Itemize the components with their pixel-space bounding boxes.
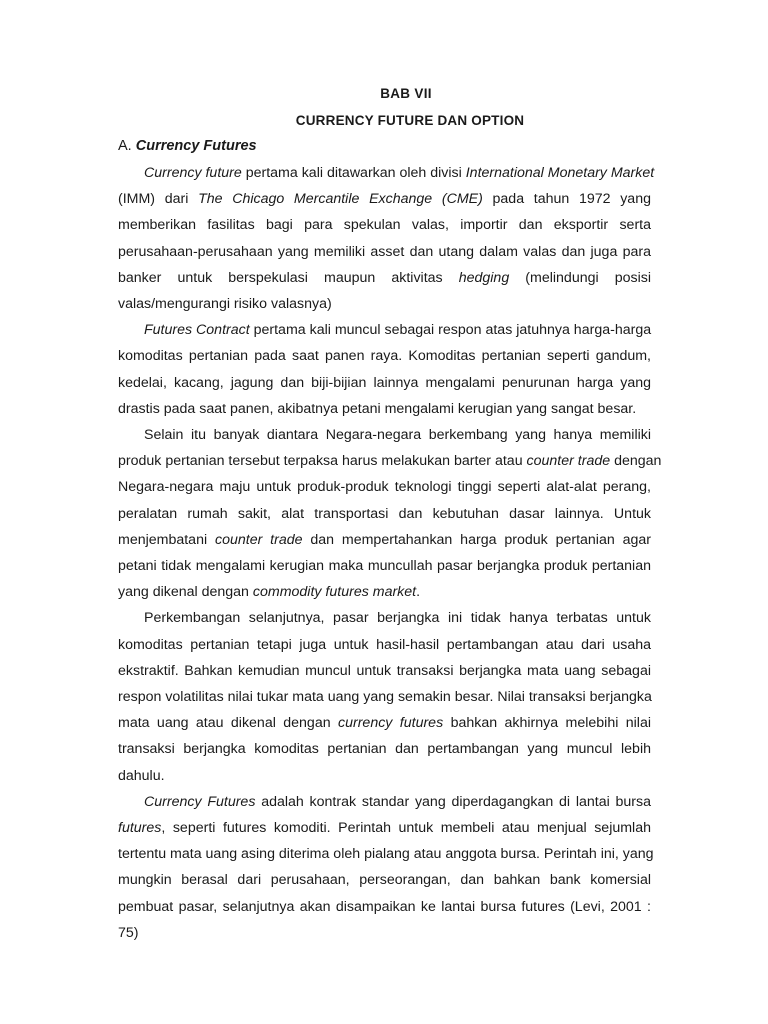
text-run: Perkembangan selanjutnya, pasar berjangka ini tidak hanya terbatas untuk — [144, 610, 651, 627]
text-run: dahulu. — [118, 767, 165, 784]
text-run: pembuat pasar, selanjutnya akan disampaikan ke lantai bursa futures (Levi, 2001 : — [118, 898, 651, 915]
text-line — [118, 684, 651, 710]
text-run: komoditas pertanian tetapi juga untuk hasil-hasil pertambangan atau dari usaha — [118, 636, 651, 653]
text-line — [118, 763, 651, 789]
text-line — [118, 291, 651, 317]
text-run: mungkin berasal dari perusahaan, perseorangan, dan bahkan bank komersial — [118, 872, 651, 889]
italic-term: International Monetary Market — [465, 165, 655, 181]
paragraph — [118, 422, 662, 605]
text-line — [118, 920, 651, 946]
text-line — [118, 815, 651, 841]
text-line — [118, 789, 651, 815]
text-run: Selain itu banyak diantara Negara-negara berkembang yang hanya memiliki — [144, 427, 651, 444]
text-run: (melindungi posisi — [509, 269, 652, 286]
text-run: . — [416, 584, 421, 601]
text-run: drastis pada saat panen, akibatnya petani mengalami kerugian yang sangat besar. — [118, 400, 637, 417]
text-run: ekstraktif. Bahkan kemudian muncul untuk transaksi berjangka mata uang sebagai — [118, 662, 651, 679]
text-line — [118, 212, 651, 238]
text-run: kedelai, kacang, jagung dan biji-bijian lainnya mengalami penurunan harga yang — [118, 374, 651, 391]
paragraph — [118, 317, 651, 422]
text-line — [118, 501, 651, 527]
text-line — [118, 343, 651, 369]
text-line — [118, 448, 662, 474]
text-run: pertama kali ditawarkan oleh divisi — [241, 165, 466, 181]
paragraph — [118, 789, 654, 946]
text-run: dan mempertahankan harga produk pertanian agar — [302, 531, 651, 548]
italic-term: Currency future — [144, 165, 242, 181]
italic-term: counter trade — [526, 453, 611, 470]
paragraph — [118, 160, 655, 317]
text-line — [118, 894, 651, 920]
section-marker: A. — [118, 138, 132, 154]
italic-term: hedging — [458, 269, 510, 286]
text-line — [118, 527, 651, 553]
text-run: yang dikenal dengan — [118, 584, 253, 601]
italic-term: currency futures — [338, 715, 444, 732]
text-run: , seperti futures komoditi. Perintah untuk membeli atau menjual sejumlah — [161, 820, 651, 837]
text-line — [118, 317, 651, 343]
text-run: tertentu mata uang asing diterima oleh pialang atau anggota bursa. Perintah ini, yang — [118, 846, 654, 863]
text-run: adalah kontrak standar yang diperdagangkan di lantai bursa — [255, 793, 651, 810]
body-text — [118, 160, 662, 946]
text-line — [118, 658, 651, 684]
italic-term: futures — [118, 820, 162, 837]
text-line — [118, 710, 651, 736]
text-run: bahkan akhirnya melebihi nilai — [443, 715, 651, 732]
text-line — [118, 474, 651, 500]
text-line — [118, 186, 651, 212]
text-run: peralatan rumah sakit, alat transportasi dan kebutuhan dasar lainnya. Untuk — [118, 505, 651, 522]
text-run: produk pertanian tersebut terpaksa harus melakukan barter atau — [118, 453, 527, 470]
section-heading — [118, 137, 257, 155]
italic-term: Currency Futures — [144, 793, 256, 810]
italic-term: The Chicago Mercantile Exchange (CME) — [198, 191, 483, 208]
paragraph — [118, 605, 651, 788]
text-run: respon volatilitas nilai tukar mata uang yang semakin besar. Nilai transaksi berjangka — [118, 689, 652, 706]
chapter-title: CURRENCY FUTURE DAN OPTION — [295, 113, 525, 128]
text-run: banker untuk berspekulasi maupun aktivitas — [118, 269, 459, 286]
text-run: memberikan fasilitas bagi para spekulan valas, importir dan eksportir serta — [118, 217, 651, 234]
text-line — [118, 265, 651, 291]
text-run: perusahaan-perusahaan yang memiliki asset dan utang dalam valas dan juga para — [118, 243, 651, 260]
text-run: pada tahun 1972 yang — [482, 191, 651, 208]
text-run: (IMM) dari — [118, 191, 199, 208]
text-run: Negara-negara maju untuk produk-produk teknologi tinggi seperti alat-alat perang, — [118, 479, 651, 496]
text-run: transaksi berjangka komoditas pertanian dan pertambangan yang muncul lebih — [118, 741, 651, 758]
text-line — [118, 841, 654, 867]
text-line — [118, 370, 651, 396]
text-run: dengan — [610, 453, 662, 470]
text-run: komoditas pertanian pada saat panen raya. Komoditas pertanian seperti gandum, — [118, 348, 651, 365]
text-run: pertama kali muncul sebagai respon atas jatuhnya harga-harga — [249, 322, 652, 339]
text-line — [118, 422, 651, 448]
text-line — [118, 632, 651, 658]
chapter-label: BAB VII — [380, 86, 432, 101]
text-line — [118, 736, 651, 762]
text-line — [118, 867, 651, 893]
text-run: petani tidak mengalami kerugian maka muncullah pasar berjangka produk pertanian — [118, 558, 651, 575]
text-run: menjembatani — [118, 531, 215, 548]
text-run: 75) — [118, 924, 139, 941]
text-line — [118, 579, 651, 605]
italic-term: Futures Contract — [144, 322, 250, 339]
italic-term: counter trade — [214, 531, 303, 548]
italic-term: commodity futures market — [252, 584, 417, 601]
text-line — [118, 396, 651, 422]
text-line — [118, 553, 651, 579]
text-run: valas/mengurangi risiko valasnya) — [118, 296, 332, 313]
text-line — [118, 605, 651, 631]
section-title: Currency Futures — [135, 138, 257, 154]
text-line — [118, 160, 655, 186]
text-line — [118, 239, 651, 265]
text-run: mata uang atau dikenal dengan — [118, 715, 338, 732]
